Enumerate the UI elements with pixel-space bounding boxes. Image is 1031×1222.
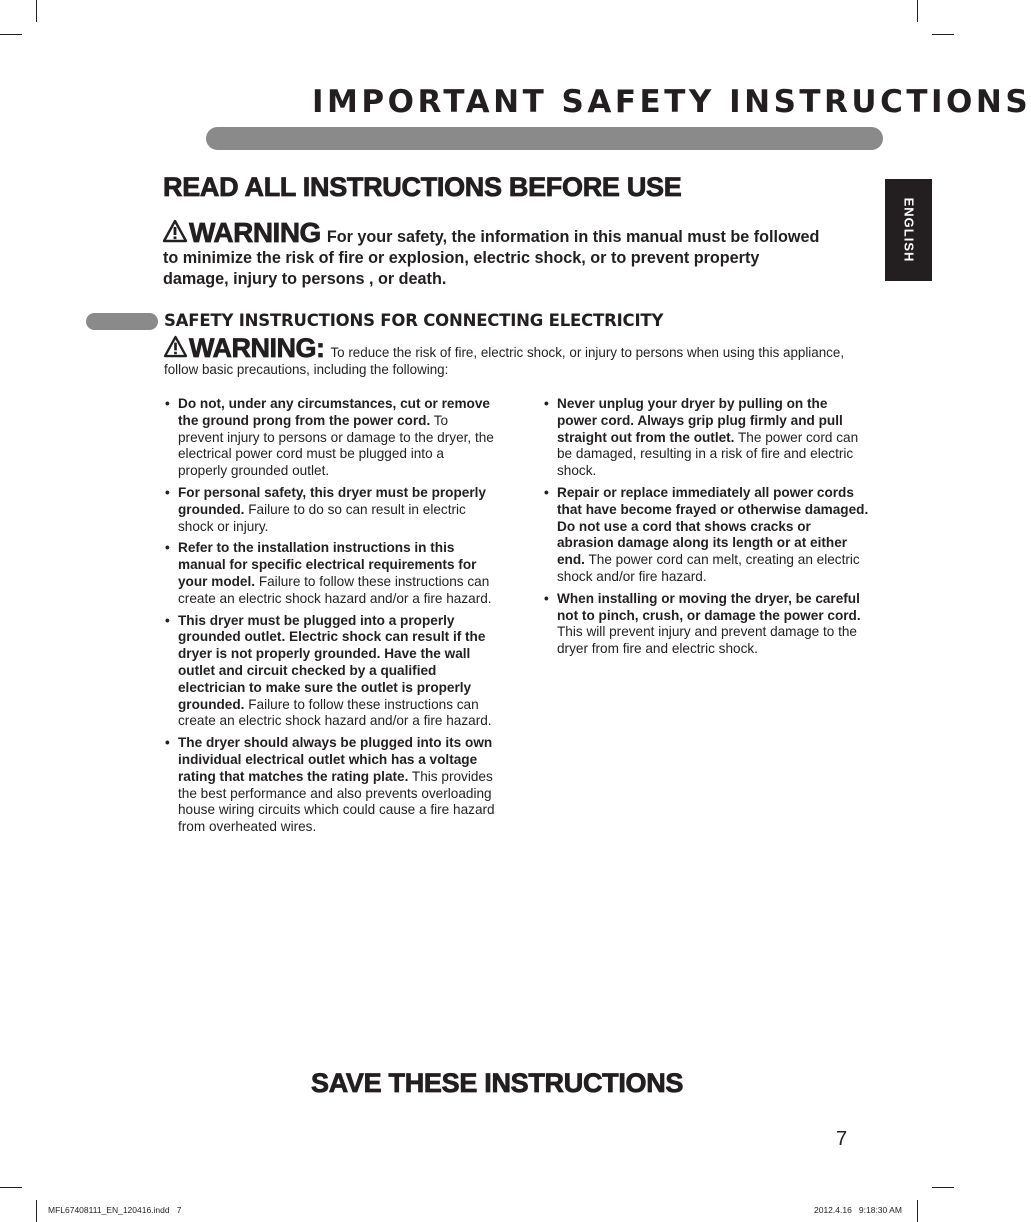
item-text: To prevent injury to persons or damage to the dryer, the electrical power cord must be plugged into a properly grounded outlet. <box>178 412 494 479</box>
bullet: • <box>544 590 549 606</box>
item-bold: Refer to the installation instructions in this manual for specific electrical requirements for your model. <box>178 540 477 589</box>
read-all-heading: READ ALL INSTRUCTIONS BEFORE USE <box>163 172 682 202</box>
list-item <box>165 735 495 836</box>
crop-mark <box>917 0 918 22</box>
warning-triangle-icon <box>163 220 187 242</box>
left-instructions <box>165 396 495 841</box>
item-bold: Repair or replace immediately all power cords that have become frayed or otherwise damaged. Do not use a cord that shows cracks or abrasion damage along its length or at either end. <box>557 484 869 568</box>
bullet: • <box>165 735 170 751</box>
language-tab-label: ENGLISH <box>901 197 916 263</box>
warning-text: For your safety, the information in this manual must be followed to minimize the risk of fire or explosion, electric shock, or to prevent property damage, injury to persons , or death. <box>163 228 820 288</box>
list-item <box>544 485 869 586</box>
crop-mark <box>917 1200 918 1222</box>
crop-mark <box>36 1200 37 1222</box>
item-bold: When installing or moving the dryer, be careful not to pinch, crush, or damage the power cord. <box>557 590 861 623</box>
bullet: • <box>165 612 170 628</box>
item-text: Failure to do so can result in electric shock or injury. <box>178 501 466 534</box>
list-item <box>165 540 495 607</box>
item-text: Failure to follow these instructions can create an electric shock hazard and/or a fire hazard. <box>178 573 492 606</box>
item-text: The power cord can be damaged, resulting in a risk of fire and electric shock. <box>557 429 859 479</box>
item-bold: Do not, under any circumstances, cut or remove the ground prong from the power cord. <box>178 396 490 428</box>
item-text: Failure to follow these instructions can create an electric shock hazard and/or a fire hazard. <box>178 696 492 729</box>
bullet: • <box>165 540 170 556</box>
warning-label: WARNING <box>189 217 321 248</box>
bullet: • <box>544 484 549 500</box>
save-instructions-heading: SAVE THESE INSTRUCTIONS <box>311 1068 684 1098</box>
crop-mark <box>0 34 22 35</box>
section-warning-text: To reduce the risk of fire, electric shock, or injury to persons when using this appliance, follow basic precautions, including the following: <box>164 345 845 377</box>
footer-timestamp: 2012.4.16 9:18:30 AM <box>814 1205 902 1215</box>
item-bold: The dryer should always be plugged into its own individual electrical outlet which has a voltage rating that matches the rating plate. <box>178 735 493 784</box>
section-marker <box>86 313 158 330</box>
right-instructions <box>544 396 869 663</box>
section-warning <box>164 333 864 378</box>
list-item <box>544 396 869 480</box>
bullet: • <box>544 396 549 411</box>
crop-mark <box>932 1187 954 1188</box>
list-item <box>165 613 495 731</box>
item-text: This will prevent injury and prevent damage to the dryer from fire and electric shock. <box>557 624 857 657</box>
crop-mark <box>932 34 954 35</box>
section-warning-label: WARNING: <box>189 333 325 363</box>
crop-mark <box>36 0 37 22</box>
item-bold: This dryer must be plugged into a properly grounded outlet. Electric shock can result if the dryer is not properly grounded. Have the wall outlet and circuit checked by a qualified electrician to make sure the outlet is properly grounded. <box>178 612 486 712</box>
bullet: • <box>165 396 170 411</box>
footer-file-info: MFL67408111_EN_120416.indd 7 <box>48 1205 182 1215</box>
item-text: The power cord can melt, creating an electric shock and/or fire hazard. <box>557 552 860 584</box>
list-item <box>544 591 869 658</box>
item-text: This provides the best performance and also prevents overloading house wiring circuits which could cause a fire hazard from overheated wires. <box>178 768 495 835</box>
item-bold: For personal safety, this dryer must be properly grounded. <box>178 484 486 517</box>
bullet: • <box>165 484 170 500</box>
list-item <box>165 485 495 535</box>
page-number: 7 <box>836 1128 848 1150</box>
language-tab <box>885 179 932 281</box>
main-warning <box>163 217 823 290</box>
page-title: IMPORTANT SAFETY INSTRUCTIONS <box>312 84 1031 120</box>
section-title: SAFETY INSTRUCTIONS FOR CONNECTING ELECTRICITY <box>164 311 664 330</box>
item-bold: Never unplug your dryer by pulling on the power cord. Always grip plug firmly and pull straight out from the outlet. <box>557 396 843 445</box>
list-item <box>165 396 495 480</box>
crop-mark <box>0 1187 22 1188</box>
title-bar <box>206 127 883 150</box>
warning-triangle-icon <box>164 336 187 357</box>
